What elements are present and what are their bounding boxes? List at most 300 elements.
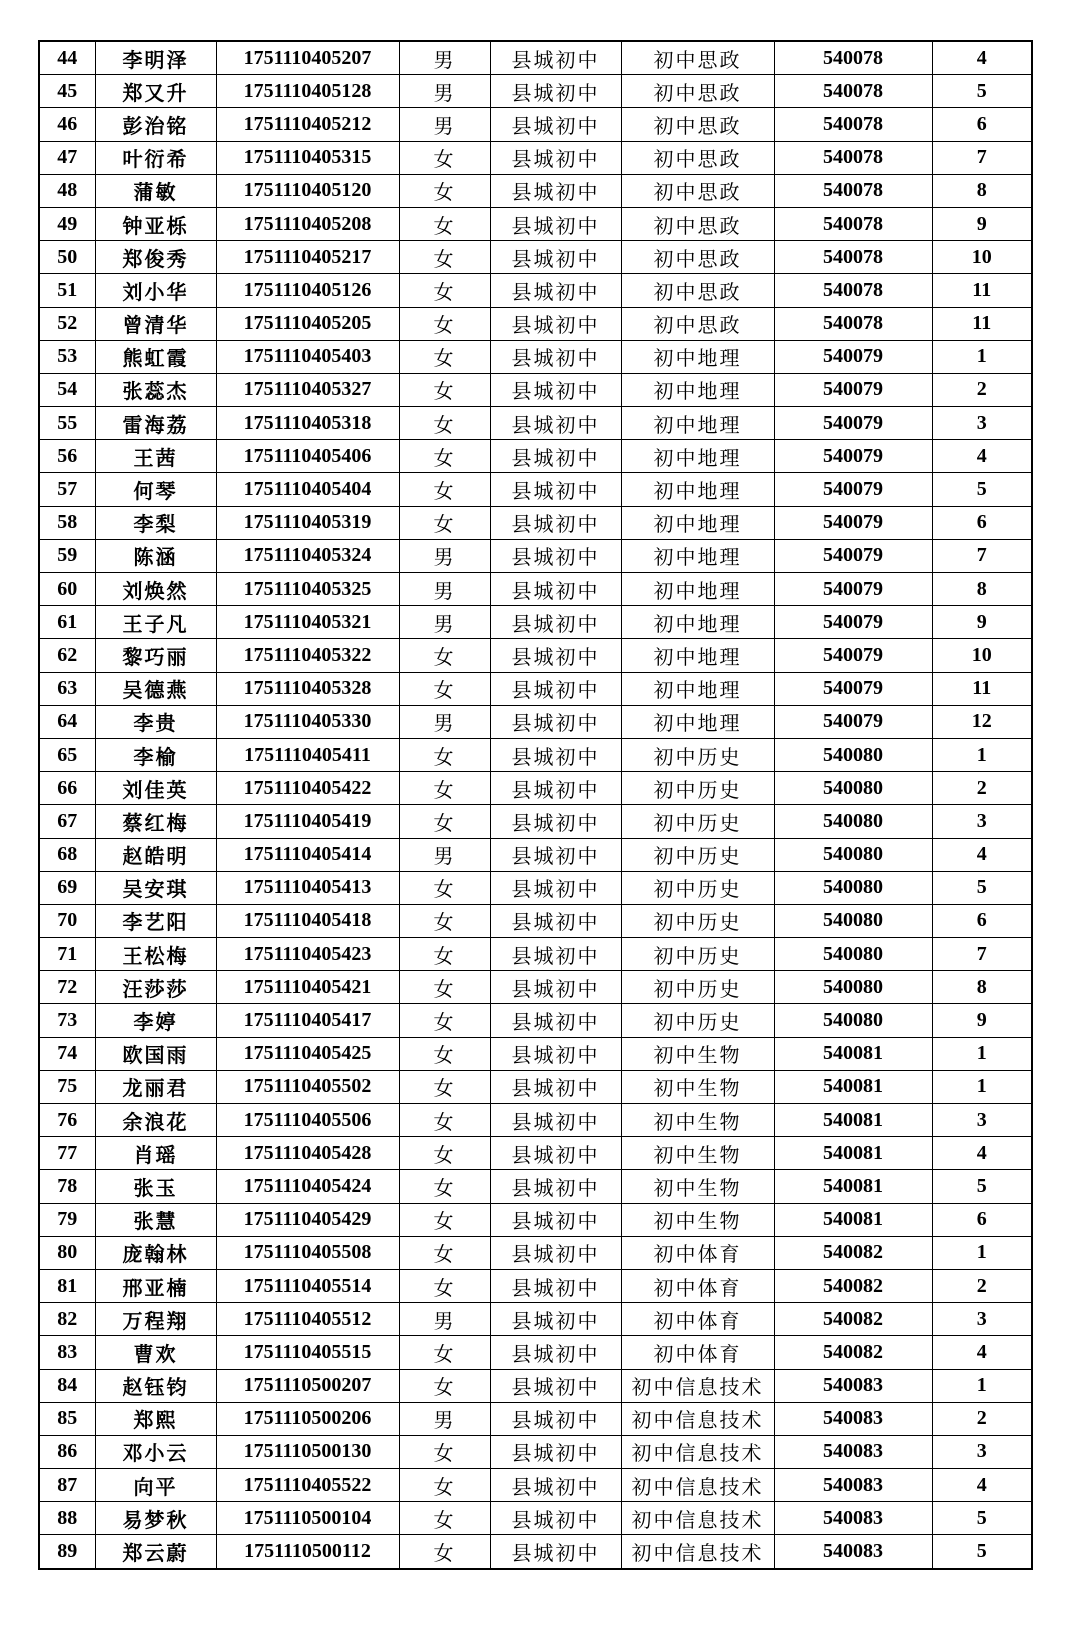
rank-cell: 7 [932,539,1032,572]
candidate-name-cell: 余浪花 [95,1104,216,1137]
gender-cell: 女 [399,207,490,240]
school-type-cell: 县城初中 [490,373,621,406]
school-type-cell: 县城初中 [490,1336,621,1369]
rank-cell: 4 [932,1336,1032,1369]
roster-table [38,40,1033,1570]
rank-cell: 1 [932,1037,1032,1070]
exam-number-cell: 1751110405515 [216,1336,399,1369]
subject-cell: 初中地理 [621,440,774,473]
table-row [39,1236,1032,1269]
table-row [39,75,1032,108]
exam-number-cell: 1751110405120 [216,174,399,207]
candidate-name-cell: 王松梅 [95,938,216,971]
row-number-cell: 63 [39,672,95,705]
table-row [39,971,1032,1004]
exam-number-cell: 1751110405429 [216,1203,399,1236]
school-type-cell: 县城初中 [490,207,621,240]
rank-cell: 4 [932,41,1032,75]
position-code-cell: 540082 [774,1269,932,1302]
rank-cell: 5 [932,1535,1032,1569]
rank-cell: 3 [932,1303,1032,1336]
school-type-cell: 县城初中 [490,1236,621,1269]
position-code-cell: 540080 [774,938,932,971]
position-code-cell: 540079 [774,539,932,572]
exam-number-cell: 1751110405208 [216,207,399,240]
row-number-cell: 47 [39,141,95,174]
rank-cell: 1 [932,738,1032,771]
table-row [39,340,1032,373]
candidate-name-cell: 李贵 [95,705,216,738]
gender-cell: 男 [399,41,490,75]
row-number-cell: 81 [39,1269,95,1302]
position-code-cell: 540083 [774,1469,932,1502]
row-number-cell: 74 [39,1037,95,1070]
candidate-name-cell: 张玉 [95,1170,216,1203]
rank-cell: 3 [932,1435,1032,1468]
school-type-cell: 县城初中 [490,1369,621,1402]
table-row [39,805,1032,838]
row-number-cell: 87 [39,1469,95,1502]
position-code-cell: 540079 [774,506,932,539]
position-code-cell: 540078 [774,307,932,340]
exam-number-cell: 1751110405421 [216,971,399,1004]
rank-cell: 11 [932,672,1032,705]
candidate-name-cell: 彭治铭 [95,108,216,141]
exam-number-cell: 1751110405512 [216,1303,399,1336]
table-row [39,871,1032,904]
exam-number-cell: 1751110405126 [216,274,399,307]
table-row [39,373,1032,406]
table-row [39,705,1032,738]
row-number-cell: 86 [39,1435,95,1468]
row-number-cell: 48 [39,174,95,207]
subject-cell: 初中历史 [621,1004,774,1037]
position-code-cell: 540081 [774,1170,932,1203]
subject-cell: 初中历史 [621,938,774,971]
rank-cell: 5 [932,871,1032,904]
gender-cell: 女 [399,738,490,771]
candidate-name-cell: 李艺阳 [95,904,216,937]
rank-cell: 2 [932,373,1032,406]
rank-cell: 3 [932,407,1032,440]
subject-cell: 初中思政 [621,207,774,240]
position-code-cell: 540083 [774,1435,932,1468]
position-code-cell: 540083 [774,1502,932,1535]
exam-number-cell: 1751110405414 [216,838,399,871]
rank-cell: 1 [932,1369,1032,1402]
candidate-name-cell: 邓小云 [95,1435,216,1468]
school-type-cell: 县城初中 [490,904,621,937]
position-code-cell: 540080 [774,772,932,805]
rank-cell: 8 [932,971,1032,1004]
row-number-cell: 68 [39,838,95,871]
row-number-cell: 80 [39,1236,95,1269]
row-number-cell: 73 [39,1004,95,1037]
table-row [39,1070,1032,1103]
exam-number-cell: 1751110500207 [216,1369,399,1402]
row-number-cell: 72 [39,971,95,1004]
school-type-cell: 县城初中 [490,1004,621,1037]
school-type-cell: 县城初中 [490,75,621,108]
gender-cell: 男 [399,606,490,639]
school-type-cell: 县城初中 [490,1037,621,1070]
school-type-cell: 县城初中 [490,1104,621,1137]
school-type-cell: 县城初中 [490,41,621,75]
row-number-cell: 54 [39,373,95,406]
candidate-name-cell: 陈涵 [95,539,216,572]
exam-number-cell: 1751110405327 [216,373,399,406]
candidate-name-cell: 赵皓明 [95,838,216,871]
row-number-cell: 85 [39,1402,95,1435]
school-type-cell: 县城初中 [490,639,621,672]
position-code-cell: 540080 [774,838,932,871]
position-code-cell: 540083 [774,1535,932,1569]
gender-cell: 女 [399,307,490,340]
school-type-cell: 县城初中 [490,473,621,506]
subject-cell: 初中信息技术 [621,1435,774,1468]
gender-cell: 女 [399,373,490,406]
candidate-name-cell: 郑俊秀 [95,241,216,274]
candidate-name-cell: 易梦秋 [95,1502,216,1535]
gender-cell: 女 [399,1369,490,1402]
gender-cell: 女 [399,340,490,373]
candidate-name-cell: 吴德燕 [95,672,216,705]
school-type-cell: 县城初中 [490,805,621,838]
school-type-cell: 县城初中 [490,606,621,639]
position-code-cell: 540079 [774,473,932,506]
table-row [39,41,1032,75]
gender-cell: 女 [399,506,490,539]
table-row [39,141,1032,174]
table-row [39,838,1032,871]
exam-number-cell: 1751110500130 [216,1435,399,1468]
subject-cell: 初中历史 [621,871,774,904]
candidate-name-cell: 王茜 [95,440,216,473]
exam-number-cell: 1751110405403 [216,340,399,373]
school-type-cell: 县城初中 [490,1203,621,1236]
school-type-cell: 县城初中 [490,407,621,440]
row-number-cell: 59 [39,539,95,572]
row-number-cell: 83 [39,1336,95,1369]
school-type-cell: 县城初中 [490,1402,621,1435]
position-code-cell: 540079 [774,639,932,672]
subject-cell: 初中历史 [621,772,774,805]
candidate-name-cell: 刘焕然 [95,573,216,606]
subject-cell: 初中思政 [621,41,774,75]
candidate-name-cell: 张蕊杰 [95,373,216,406]
position-code-cell: 540081 [774,1070,932,1103]
table-row [39,473,1032,506]
rank-cell: 11 [932,274,1032,307]
subject-cell: 初中地理 [621,606,774,639]
candidate-name-cell: 郑又升 [95,75,216,108]
table-row [39,904,1032,937]
exam-number-cell: 1751110405328 [216,672,399,705]
subject-cell: 初中信息技术 [621,1469,774,1502]
position-code-cell: 540080 [774,805,932,838]
row-number-cell: 57 [39,473,95,506]
school-type-cell: 县城初中 [490,1070,621,1103]
position-code-cell: 540081 [774,1037,932,1070]
exam-number-cell: 1751110405508 [216,1236,399,1269]
table-row [39,1004,1032,1037]
candidate-name-cell: 郑云蔚 [95,1535,216,1569]
gender-cell: 女 [399,805,490,838]
candidate-name-cell: 吴安琪 [95,871,216,904]
candidate-name-cell: 张慧 [95,1203,216,1236]
subject-cell: 初中体育 [621,1336,774,1369]
rank-cell: 4 [932,1137,1032,1170]
table-row [39,174,1032,207]
exam-number-cell: 1751110405315 [216,141,399,174]
exam-number-cell: 1751110500104 [216,1502,399,1535]
school-type-cell: 县城初中 [490,174,621,207]
row-number-cell: 89 [39,1535,95,1569]
exam-number-cell: 1751110405325 [216,573,399,606]
subject-cell: 初中生物 [621,1037,774,1070]
row-number-cell: 84 [39,1369,95,1402]
school-type-cell: 县城初中 [490,108,621,141]
subject-cell: 初中生物 [621,1104,774,1137]
exam-number-cell: 1751110405205 [216,307,399,340]
exam-number-cell: 1751110405322 [216,639,399,672]
subject-cell: 初中地理 [621,473,774,506]
table-row [39,1303,1032,1336]
position-code-cell: 540082 [774,1336,932,1369]
row-number-cell: 46 [39,108,95,141]
gender-cell: 女 [399,274,490,307]
subject-cell: 初中信息技术 [621,1535,774,1569]
gender-cell: 女 [399,1104,490,1137]
rank-cell: 5 [932,75,1032,108]
subject-cell: 初中地理 [621,506,774,539]
subject-cell: 初中体育 [621,1236,774,1269]
gender-cell: 女 [399,473,490,506]
exam-number-cell: 1751110405411 [216,738,399,771]
rank-cell: 2 [932,1402,1032,1435]
exam-number-cell: 1751110405217 [216,241,399,274]
row-number-cell: 79 [39,1203,95,1236]
subject-cell: 初中历史 [621,805,774,838]
exam-number-cell: 1751110405502 [216,1070,399,1103]
table-row [39,738,1032,771]
table-row [39,1535,1032,1569]
subject-cell: 初中信息技术 [621,1502,774,1535]
rank-cell: 4 [932,838,1032,871]
school-type-cell: 县城初中 [490,1502,621,1535]
subject-cell: 初中信息技术 [621,1402,774,1435]
table-row [39,1402,1032,1435]
candidate-name-cell: 叶衍希 [95,141,216,174]
school-type-cell: 县城初中 [490,340,621,373]
row-number-cell: 53 [39,340,95,373]
row-number-cell: 88 [39,1502,95,1535]
exam-number-cell: 1751110405417 [216,1004,399,1037]
gender-cell: 女 [399,1435,490,1468]
table-row [39,274,1032,307]
position-code-cell: 540081 [774,1137,932,1170]
gender-cell: 女 [399,1535,490,1569]
table-row [39,1170,1032,1203]
table-row [39,1037,1032,1070]
position-code-cell: 540080 [774,871,932,904]
exam-number-cell: 1751110405418 [216,904,399,937]
candidate-name-cell: 钟亚栎 [95,207,216,240]
candidate-name-cell: 郑熙 [95,1402,216,1435]
table-row [39,407,1032,440]
exam-number-cell: 1751110405212 [216,108,399,141]
row-number-cell: 50 [39,241,95,274]
rank-cell: 3 [932,805,1032,838]
subject-cell: 初中历史 [621,904,774,937]
candidate-name-cell: 欧国雨 [95,1037,216,1070]
row-number-cell: 69 [39,871,95,904]
position-code-cell: 540079 [774,705,932,738]
row-number-cell: 45 [39,75,95,108]
gender-cell: 男 [399,1303,490,1336]
row-number-cell: 44 [39,41,95,75]
position-code-cell: 540079 [774,606,932,639]
subject-cell: 初中地理 [621,573,774,606]
position-code-cell: 540079 [774,440,932,473]
position-code-cell: 540082 [774,1303,932,1336]
row-number-cell: 49 [39,207,95,240]
school-type-cell: 县城初中 [490,1269,621,1302]
gender-cell: 男 [399,838,490,871]
gender-cell: 男 [399,573,490,606]
gender-cell: 女 [399,1137,490,1170]
candidate-name-cell: 王子凡 [95,606,216,639]
gender-cell: 女 [399,241,490,274]
candidate-name-cell: 肖瑶 [95,1137,216,1170]
candidate-name-cell: 刘小华 [95,274,216,307]
subject-cell: 初中体育 [621,1303,774,1336]
rank-cell: 9 [932,606,1032,639]
subject-cell: 初中历史 [621,971,774,1004]
table-row [39,207,1032,240]
exam-number-cell: 1751110405413 [216,871,399,904]
position-code-cell: 540078 [774,274,932,307]
school-type-cell: 县城初中 [490,539,621,572]
rank-cell: 8 [932,573,1032,606]
position-code-cell: 540081 [774,1203,932,1236]
rank-cell: 4 [932,1469,1032,1502]
exam-number-cell: 1751110500206 [216,1402,399,1435]
gender-cell: 女 [399,1004,490,1037]
candidate-name-cell: 李梨 [95,506,216,539]
position-code-cell: 540083 [774,1369,932,1402]
subject-cell: 初中地理 [621,539,774,572]
subject-cell: 初中思政 [621,241,774,274]
subject-cell: 初中生物 [621,1137,774,1170]
school-type-cell: 县城初中 [490,1435,621,1468]
candidate-name-cell: 曹欢 [95,1336,216,1369]
position-code-cell: 540079 [774,373,932,406]
exam-number-cell: 1751110405425 [216,1037,399,1070]
position-code-cell: 540078 [774,141,932,174]
school-type-cell: 县城初中 [490,241,621,274]
exam-number-cell: 1751110405406 [216,440,399,473]
candidate-name-cell: 蒲敏 [95,174,216,207]
row-number-cell: 78 [39,1170,95,1203]
rank-cell: 1 [932,1070,1032,1103]
row-number-cell: 60 [39,573,95,606]
candidate-name-cell: 蔡红梅 [95,805,216,838]
exam-number-cell: 1751110405324 [216,539,399,572]
exam-number-cell: 1751110405128 [216,75,399,108]
row-number-cell: 56 [39,440,95,473]
position-code-cell: 540078 [774,108,932,141]
gender-cell: 男 [399,705,490,738]
position-code-cell: 540080 [774,971,932,1004]
table-row [39,1203,1032,1236]
rank-cell: 1 [932,340,1032,373]
table-row [39,1336,1032,1369]
position-code-cell: 540081 [774,1104,932,1137]
exam-number-cell: 1751110405424 [216,1170,399,1203]
gender-cell: 女 [399,1236,490,1269]
table-row [39,539,1032,572]
school-type-cell: 县城初中 [490,871,621,904]
position-code-cell: 540078 [774,207,932,240]
subject-cell: 初中思政 [621,307,774,340]
school-type-cell: 县城初中 [490,1170,621,1203]
row-number-cell: 75 [39,1070,95,1103]
subject-cell: 初中地理 [621,407,774,440]
table-row [39,639,1032,672]
school-type-cell: 县城初中 [490,1469,621,1502]
table-row [39,241,1032,274]
candidate-name-cell: 刘佳英 [95,772,216,805]
gender-cell: 女 [399,1269,490,1302]
exam-number-cell: 1751110405321 [216,606,399,639]
gender-cell: 女 [399,639,490,672]
position-code-cell: 540079 [774,573,932,606]
subject-cell: 初中信息技术 [621,1369,774,1402]
table-row [39,1502,1032,1535]
table-row [39,938,1032,971]
rank-cell: 6 [932,904,1032,937]
candidate-name-cell: 何琴 [95,473,216,506]
gender-cell: 女 [399,440,490,473]
candidate-name-cell: 万程翔 [95,1303,216,1336]
candidate-name-cell: 李明泽 [95,41,216,75]
subject-cell: 初中体育 [621,1269,774,1302]
exam-number-cell: 1751110405404 [216,473,399,506]
school-type-cell: 县城初中 [490,705,621,738]
position-code-cell: 540080 [774,904,932,937]
subject-cell: 初中地理 [621,705,774,738]
rank-cell: 7 [932,141,1032,174]
position-code-cell: 540079 [774,407,932,440]
table-row [39,307,1032,340]
row-number-cell: 52 [39,307,95,340]
table-row [39,108,1032,141]
subject-cell: 初中思政 [621,141,774,174]
table-row [39,772,1032,805]
rank-cell: 8 [932,174,1032,207]
gender-cell: 男 [399,1402,490,1435]
exam-number-cell: 1751110405514 [216,1269,399,1302]
gender-cell: 女 [399,1037,490,1070]
gender-cell: 女 [399,1502,490,1535]
school-type-cell: 县城初中 [490,1303,621,1336]
subject-cell: 初中思政 [621,75,774,108]
rank-cell: 10 [932,241,1032,274]
table-row [39,573,1032,606]
exam-number-cell: 1751110500112 [216,1535,399,1569]
position-code-cell: 540079 [774,340,932,373]
